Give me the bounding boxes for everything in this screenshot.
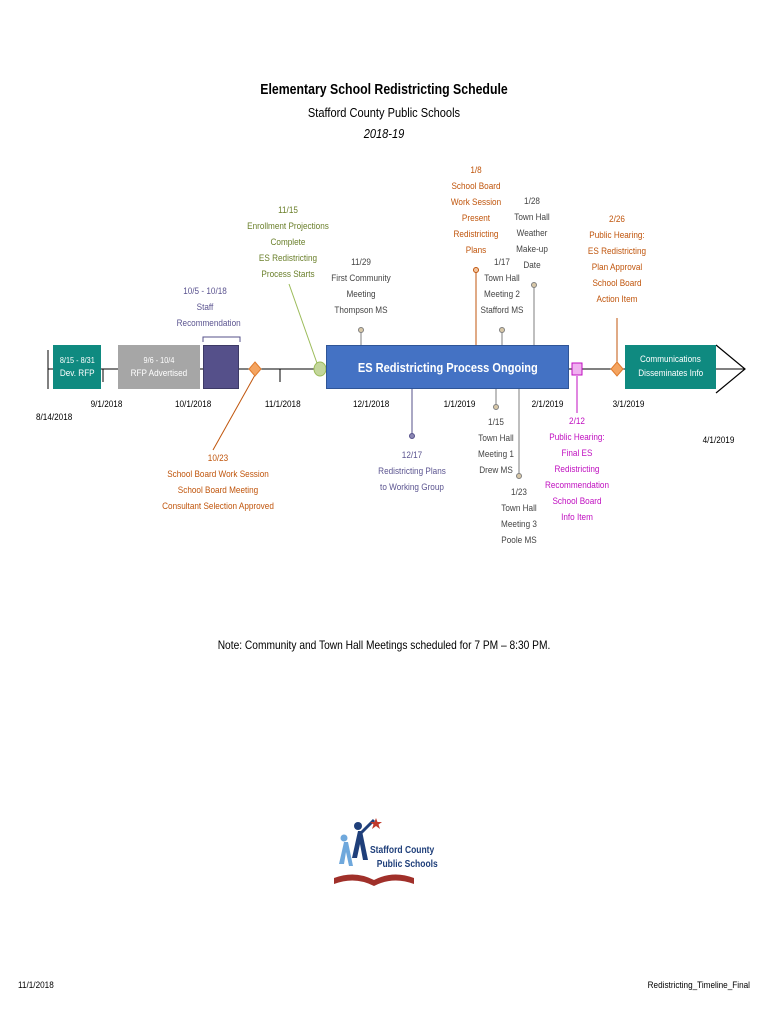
- ongoing-process-bar: ES Redistricting Process Ongoing: [326, 345, 569, 389]
- event-public-hearing-2-12: 2/12 Public Hearing: Final ES Redistricting Recommendation School Board Info Item: [544, 416, 610, 523]
- event-town-hall-2: 1/17 Town Hall Meeting 2 Stafford MS: [480, 257, 524, 316]
- logo-text-line1: Stafford County: [370, 845, 435, 856]
- marker-first-community: [359, 328, 364, 333]
- event-town-hall-3: 1/23 Town Hall Meeting 3 Poole MS: [501, 487, 537, 546]
- date-0901: 9/1/2018: [90, 399, 123, 410]
- school-year: 2018-19: [363, 126, 405, 141]
- date-0101: 1/1/2019: [443, 399, 476, 410]
- date-1201: 12/1/2018: [352, 399, 390, 410]
- event-board-10-23: 10/23 School Board Work Session School Board Meeting Consultant Selection Approved: [162, 453, 274, 512]
- date-1101: 11/1/2018: [264, 399, 301, 410]
- date-0301: 3/1/2019: [612, 399, 645, 410]
- event-board-work-session-1-8: 1/8 School Board Work Session Present Redistricting Plans: [450, 165, 502, 256]
- marker-townhall2: [500, 328, 505, 333]
- date-0401: 4/1/2019: [702, 435, 735, 446]
- communications-bar: Communications Disseminates Info: [625, 345, 716, 389]
- footer-date: 11/1/2018: [18, 980, 54, 991]
- date-1001: 10/1/2018: [174, 399, 212, 410]
- date-0201: 2/1/2019: [531, 399, 564, 410]
- event-redistricting-plans-12-17: 12/17 Redistricting Plans to Working Group: [378, 450, 446, 493]
- footer-filename: Redistricting_Timeline_Final: [647, 980, 750, 991]
- marker-enroll: [314, 362, 326, 376]
- marker-board-1023: [249, 362, 261, 376]
- school-logo: [330, 816, 440, 898]
- enroll-leader: [289, 284, 318, 366]
- event-first-community-meeting: 11/29 First Community Meeting Thompson MS: [331, 257, 391, 316]
- marker-hearing-212: [572, 363, 582, 375]
- marker-weather: [532, 283, 537, 288]
- meeting-time-note: Note: Community and Town Hall Meetings scheduled for 7 PM – 8:30 PM.: [217, 638, 551, 652]
- logo-text-line2: Public Schools: [376, 859, 438, 870]
- event-town-hall-1: 1/15 Town Hall Meeting 1 Drew MS: [478, 417, 514, 476]
- marker-plans-1217: [410, 434, 415, 439]
- event-public-hearing-2-26: 2/26 Public Hearing: ES Redistricting Plan Approval School Board Action Item: [587, 214, 647, 305]
- date-0814: 8/14/2018: [35, 412, 73, 423]
- dev-rfp-bar: 8/15 - 8/31 Dev. RFP: [53, 345, 101, 389]
- event-weather-makeup: 1/28 Town Hall Weather Make-up Date: [514, 196, 550, 271]
- page-subtitle: Stafford County Public Schools: [307, 105, 461, 120]
- staff-bracket: [203, 337, 240, 342]
- event-enrollment-projections: 11/15 Enrollment Projections Complete ES Redistricting Process Starts: [247, 205, 329, 280]
- marker-hearing-226: [611, 362, 623, 376]
- marker-townhall1: [494, 405, 499, 410]
- event-staff-recommendation: 10/5 - 10/18 Staff Recommendation: [176, 286, 241, 329]
- page-title: Elementary School Redistricting Schedule: [260, 81, 508, 98]
- staff-recommendation-bar: [203, 345, 239, 389]
- rfp-advertised-bar: 9/6 - 10/4 RFP Advertised: [118, 345, 200, 389]
